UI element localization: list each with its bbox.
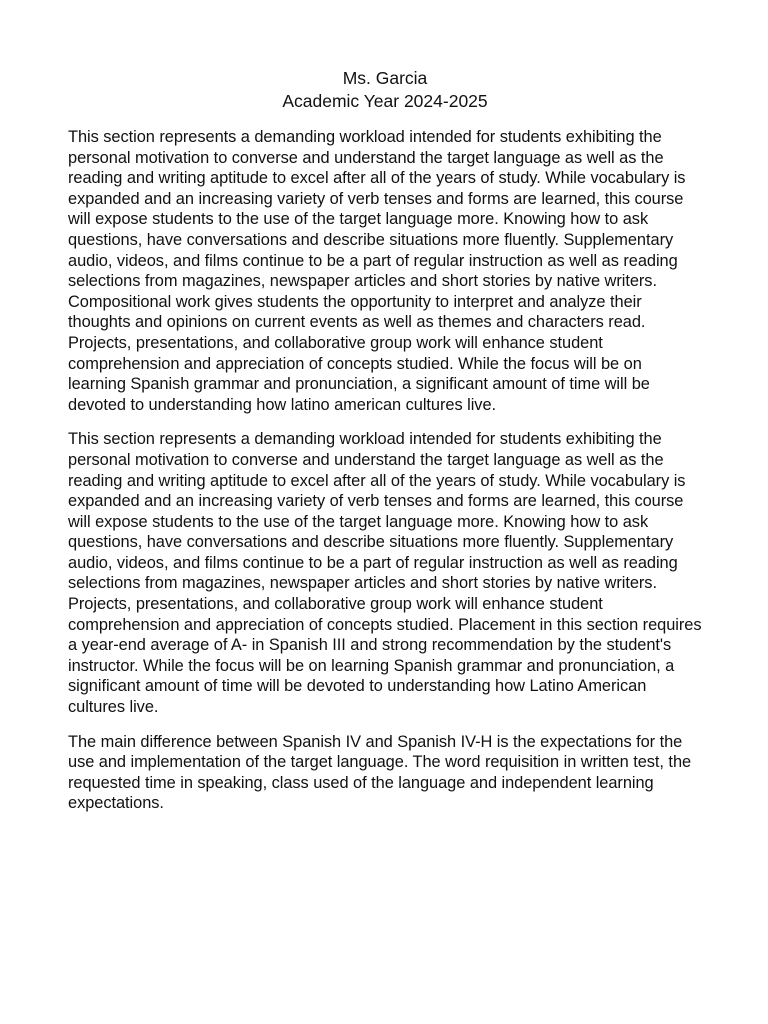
paragraph-course-description: This section represents a demanding workload intended for students exhibiting the personal motivation to converse and understand the target language as well as the reading and writing aptitude to excel after all of the years of study. While vocabulary is expanded and an increasing variety of verb tenses and forms are learned, this course will expose students to the use of the target language more. Knowing how to ask questions, have conversations and describe situations more fluently. Supplementary audio, videos, and films continue to be a part of regular instruction as well as reading selections from magazines, newspaper articles and short stories by native writers. Compositional work gives students the opportunity to interpret and analyze their thoughts and opinions on current events as well as themes and characters read. Projects, presentations, and collaborative group work will enhance student comprehension and appreciation of concepts studied. While the focus will be on learning Spanish grammar and pronunciation, a significant amount of time will be devoted to understanding how latino american cultures live. (68, 128, 686, 414)
paragraph-difference: The main difference between Spanish IV and Spanish IV-H is the expectations for the use and implementation of the target language. The word requisition in written test, the requested time in speaking, class used of the language and independent learning expectations. (68, 732, 692, 813)
document-header (68, 67, 702, 113)
teacher-name: Ms. Garcia (342, 68, 428, 88)
paragraph-honors-description: This section represents a demanding workload intended for students exhibiting the personal motivation to converse and understand the target language as well as the reading and writing aptitude to excel after all of the years of study. While vocabulary is expanded and an increasing variety of verb tenses and forms are learned, this course will expose students to the use of the target language more. Knowing how to ask questions, have conversations and describe situations more fluently. Supplementary audio, videos, and films continue to be a part of regular instruction as well as reading selections from magazines, newspaper articles and short stories by native writers. Projects, presentations, and collaborative group work will enhance student comprehension and appreciation of concepts studied. Placement in this section requires a year-end average of A- in Spanish III and strong recommendation by the student's instructor. While the focus will be on learning Spanish grammar and pronunciation, a significant amount of time will be devoted to understanding how Latino American cultures live. (68, 430, 702, 717)
document-page (68, 67, 702, 828)
academic-year: Academic Year 2024-2025 (282, 91, 488, 111)
